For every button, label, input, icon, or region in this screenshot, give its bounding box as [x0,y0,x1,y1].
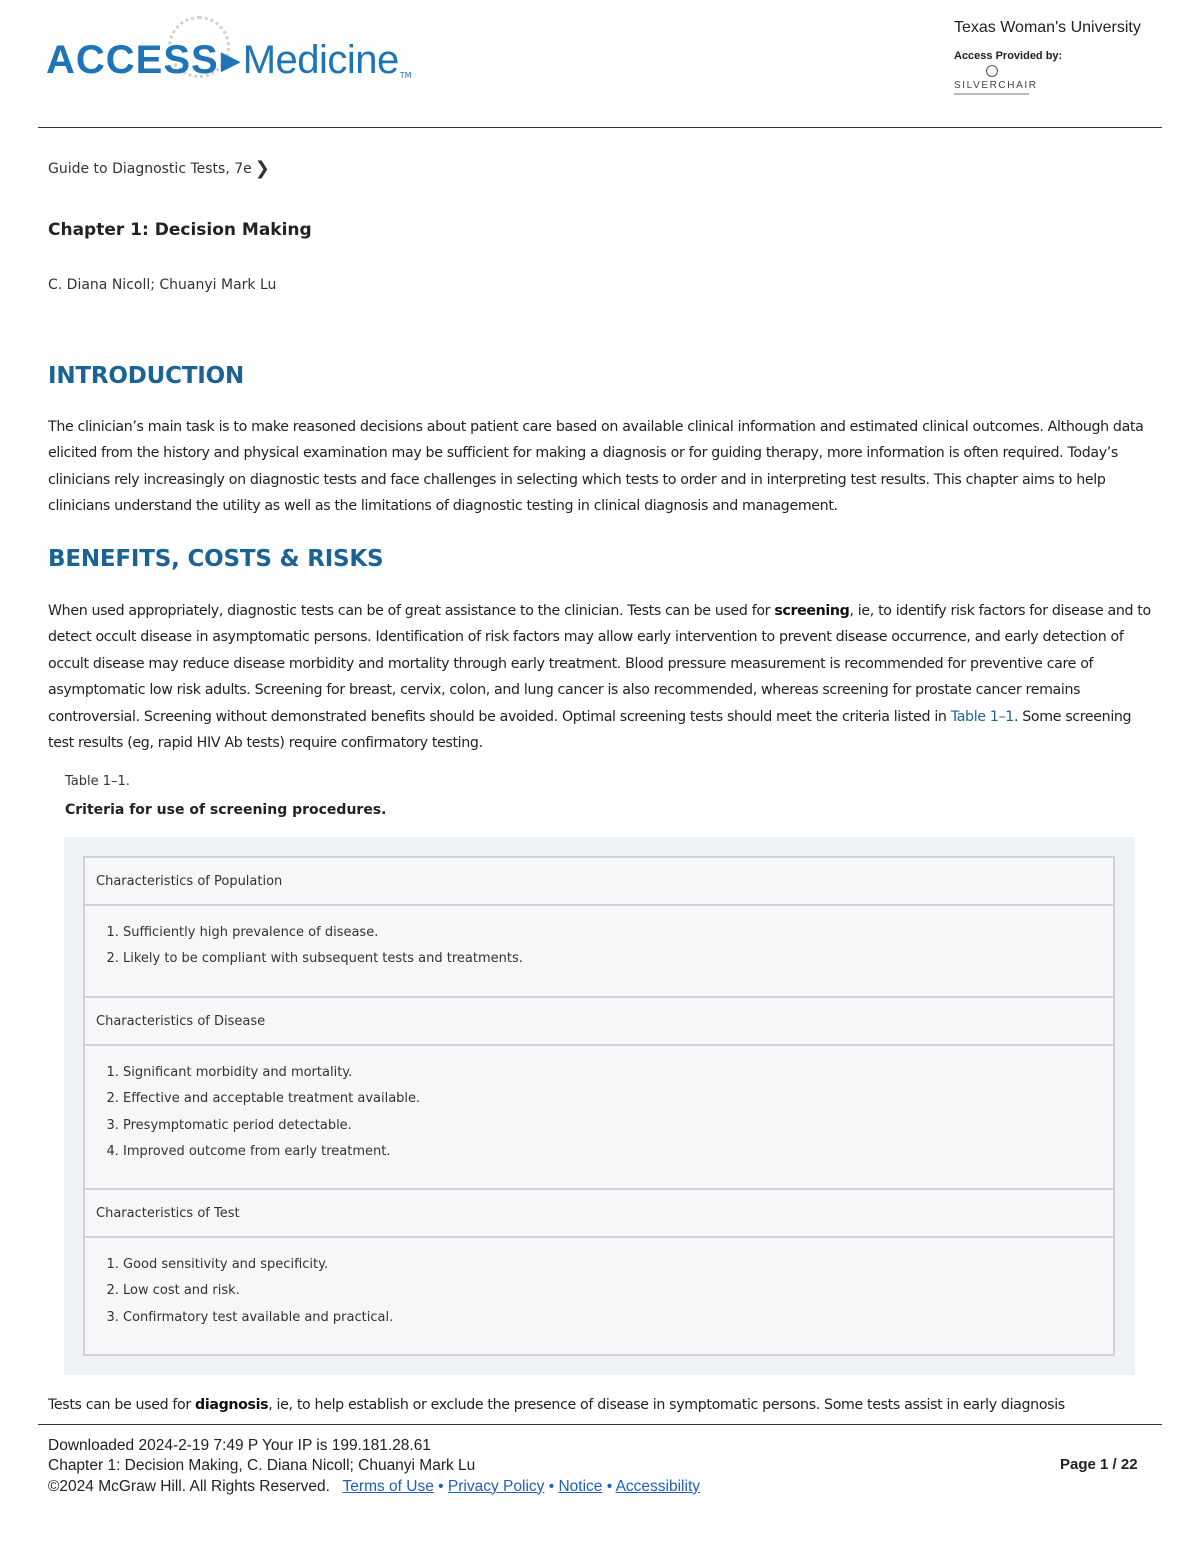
criteria-list [85,920,1113,973]
list-item: 2. Low cost and risk. [123,1278,1113,1304]
logo-arrow-icon: ▶ [220,46,241,76]
citation: Chapter 1: Decision Making, C. Diana Nicoll; Chuanyi Mark Lu [48,1457,476,1475]
footer-separator: • [438,1477,444,1495]
section-heading-benefits: BENEFITS, COSTS & RISKS [48,546,384,572]
header-divider [38,127,1162,128]
chapter-title: Chapter 1: Decision Making [48,220,312,240]
privacy-policy-link[interactable]: Privacy Policy [447,1477,545,1495]
benefits-paragraph-diagnosis [48,1392,1158,1418]
introduction-paragraph: The clinician’s main task is to make reasoned decisions about patient care based on available clinical information and estimated clinical outcomes. Although data elicited from the history and physical examination may be sufficient for making a diagnosis or for guiding therapy, more information is often required. Today’s clinicians rely increasingly on diagnostic tests and face challenges in selecting which tests to order and in interpreting test results. This chapter aims to help clinicians understand the utility as well as the limitations of diagnostic testing in clinical diagnosis and management. [48,419,1144,515]
list-item: 3. Presymptomatic period detectable. [123,1113,1113,1139]
table-group-body [85,1046,1113,1190]
paragraph-text: Tests can be used for [48,1397,196,1413]
term-screening: screening [774,603,850,619]
table-container [64,837,1135,1375]
paragraph-text: When used appropriately, diagnostic tests can be of great assistance to the clinician. Tests can be used for [48,603,775,619]
download-info: Downloaded 2024-2-19 7:49 P Your IP is 199.181.28.61 [48,1437,431,1454]
page-footer [48,1436,700,1497]
breadcrumb [48,160,270,178]
logo-trademark: TM [399,71,412,80]
copyright-text: ©2024 McGraw Hill. All Rights Reserved. [48,1477,330,1495]
list-item: 1. Good sensitivity and specificity. [123,1252,1113,1278]
screening-criteria-table [83,856,1115,1356]
term-diagnosis: diagnosis [195,1397,269,1413]
terms-of-use-link[interactable]: Terms of Use [342,1477,434,1495]
table-title: Criteria for use of screening procedures. [65,802,387,818]
table-group-header: Characteristics of Population [85,858,1113,906]
access-provided-label: Access Provided by: [954,50,1063,62]
criteria-list [85,1252,1113,1331]
chapter-authors: C. Diana Nicoll; Chuanyi Mark Lu [48,277,277,293]
silverchair-tagline-bar [954,93,1029,95]
paragraph-text: , ie, to identify risk factors for disease and to detect occult disease in asymptomatic persons. Identification of risk factors may allow early intervention to prevent disease occurrence, and early detection of occult disease may reduce disease morbidity and mortality through early treatment. Blood pressure measurement is recommended for preventive care of asymptomatic low risk adults. Screening for breast, cervix, colon, and lung cancer is also recommended, whereas screening for prostate cancer remains controversial. Screening without demonstrated benefits should be avoided. Optimal screening tests should meet the criteria listed in [48,603,1151,725]
paragraph-text: , ie, to help establish or exclude the presence of disease in symptomatic persons. Some tests assist in early diagnosis [268,1397,1065,1413]
logo-medicine-text: Medicine [242,38,399,82]
page-number: Page 1 / 22 [1060,1456,1138,1473]
list-item: 3. Confirmatory test available and practical. [123,1305,1113,1331]
footer-separator: • [606,1477,613,1495]
table-group-body [85,1238,1113,1354]
table-1-1-link[interactable]: Table 1–1 [950,708,1014,725]
table-group-header: Characteristics of Test [85,1190,1113,1238]
list-item: 2. Likely to be compliant with subsequent tests and treatments. [123,946,1113,972]
breadcrumb-book-link[interactable]: Guide to Diagnostic Tests, 7e [48,161,252,177]
criteria-list [85,1060,1113,1165]
silverchair-icon [986,65,998,77]
list-item: 2. Effective and acceptable treatment available. [123,1086,1113,1112]
chevron-right-icon: ❯ [254,158,270,179]
table-group-body [85,906,1113,998]
table-group-header: Characteristics of Disease [85,998,1113,1046]
silverchair-logo-text: SILVERCHAIR [954,80,1038,91]
accessmedicine-logo[interactable] [46,20,412,80]
footer-separator: • [548,1477,555,1495]
logo-access-text: ACCESS [46,38,219,82]
notice-link[interactable]: Notice [558,1477,603,1495]
accessibility-link[interactable]: Accessibility [615,1477,701,1495]
table-number: Table 1–1. [65,774,130,789]
copyright-line [48,1477,700,1497]
list-item: 1. Significant morbidity and mortality. [123,1060,1113,1086]
institution-name: Texas Woman's University [954,19,1141,36]
paragraph-text: . Some screening test results (eg, rapid HIV Ab tests) require confirmatory testing. [48,708,1132,752]
list-item: 1. Sufficiently high prevalence of disease. [123,920,1113,946]
benefits-paragraph-screening [48,598,1158,756]
footer-divider [38,1424,1162,1425]
list-item: 4. Improved outcome from early treatment. [123,1139,1113,1165]
section-heading-introduction: INTRODUCTION [48,363,245,389]
